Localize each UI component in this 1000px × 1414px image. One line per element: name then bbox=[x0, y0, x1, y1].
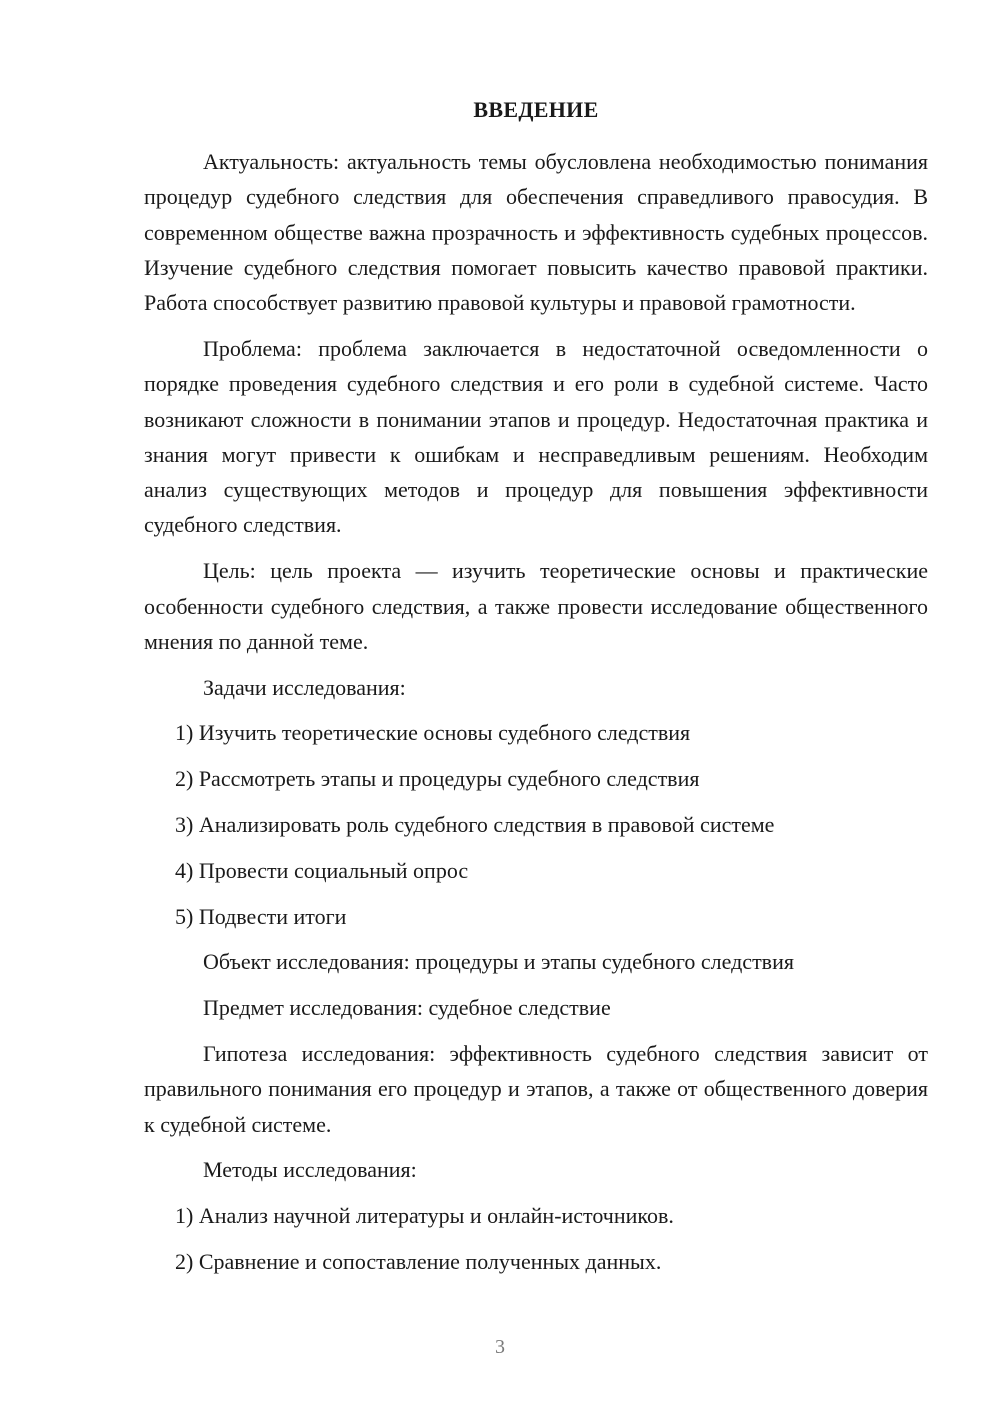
task-item: 4) Провести социальный опрос bbox=[175, 857, 469, 883]
document-page bbox=[144, 94, 928, 1290]
tasks-title: Задачи исследования: bbox=[203, 674, 406, 700]
research-subject: Предмет исследования: судебное следствие bbox=[203, 995, 611, 1021]
goal-paragraph: Цель: цель проекта — изучить теоретические основы и практические особенности судебного следствия, а также провести исследование общественного мнения по данной теме. bbox=[144, 558, 928, 654]
methods-title: Методы исследования: bbox=[203, 1157, 417, 1183]
task-item: 5) Подвести итоги bbox=[175, 903, 347, 929]
research-object: Объект исследования: процедуры и этапы судебного следствия bbox=[203, 949, 794, 975]
task-item: 3) Анализировать роль судебного следствия в правовой системе bbox=[175, 812, 775, 838]
section-heading: ВВЕДЕНИЕ bbox=[473, 97, 599, 122]
relevance-paragraph: Актуальность: актуальность темы обусловлена необходимостью понимания процедур судебного следствия для обеспечения справедливого правосудия. В современном обществе важна прозрачность и эффективность судебных процессов. Изучение судебного следствия помогает повысить качество правовой практики. Работа способствует развитию правовой культуры и правовой грамотности. bbox=[144, 149, 928, 316]
task-item: 1) Изучить теоретические основы судебного следствия bbox=[175, 720, 691, 746]
method-item: 2) Сравнение и сопоставление полученных данных. bbox=[175, 1249, 662, 1275]
task-item: 2) Рассмотреть этапы и процедуры судебного следствия bbox=[175, 766, 700, 792]
page-number: 3 bbox=[495, 1336, 505, 1358]
hypothesis-paragraph: Гипотеза исследования: эффективность судебного следствия зависит от правильного понимания его процедур и этапов, а также от общественного доверия к судебной системе. bbox=[144, 1041, 928, 1137]
problem-paragraph: Проблема: проблема заключается в недостаточной осведомленности о порядке проведения судебного следствия и его роли в судебной системе. Часто возникают сложности в понимании этапов и процедур. Недостаточная практика и знания могут привести к ошибкам и несправедливым решениям. Необходим анализ существующих методов и процедур для повышения эффективности судебного следствия. bbox=[144, 335, 928, 538]
method-item: 1) Анализ научной литературы и онлайн-источников. bbox=[175, 1203, 674, 1229]
